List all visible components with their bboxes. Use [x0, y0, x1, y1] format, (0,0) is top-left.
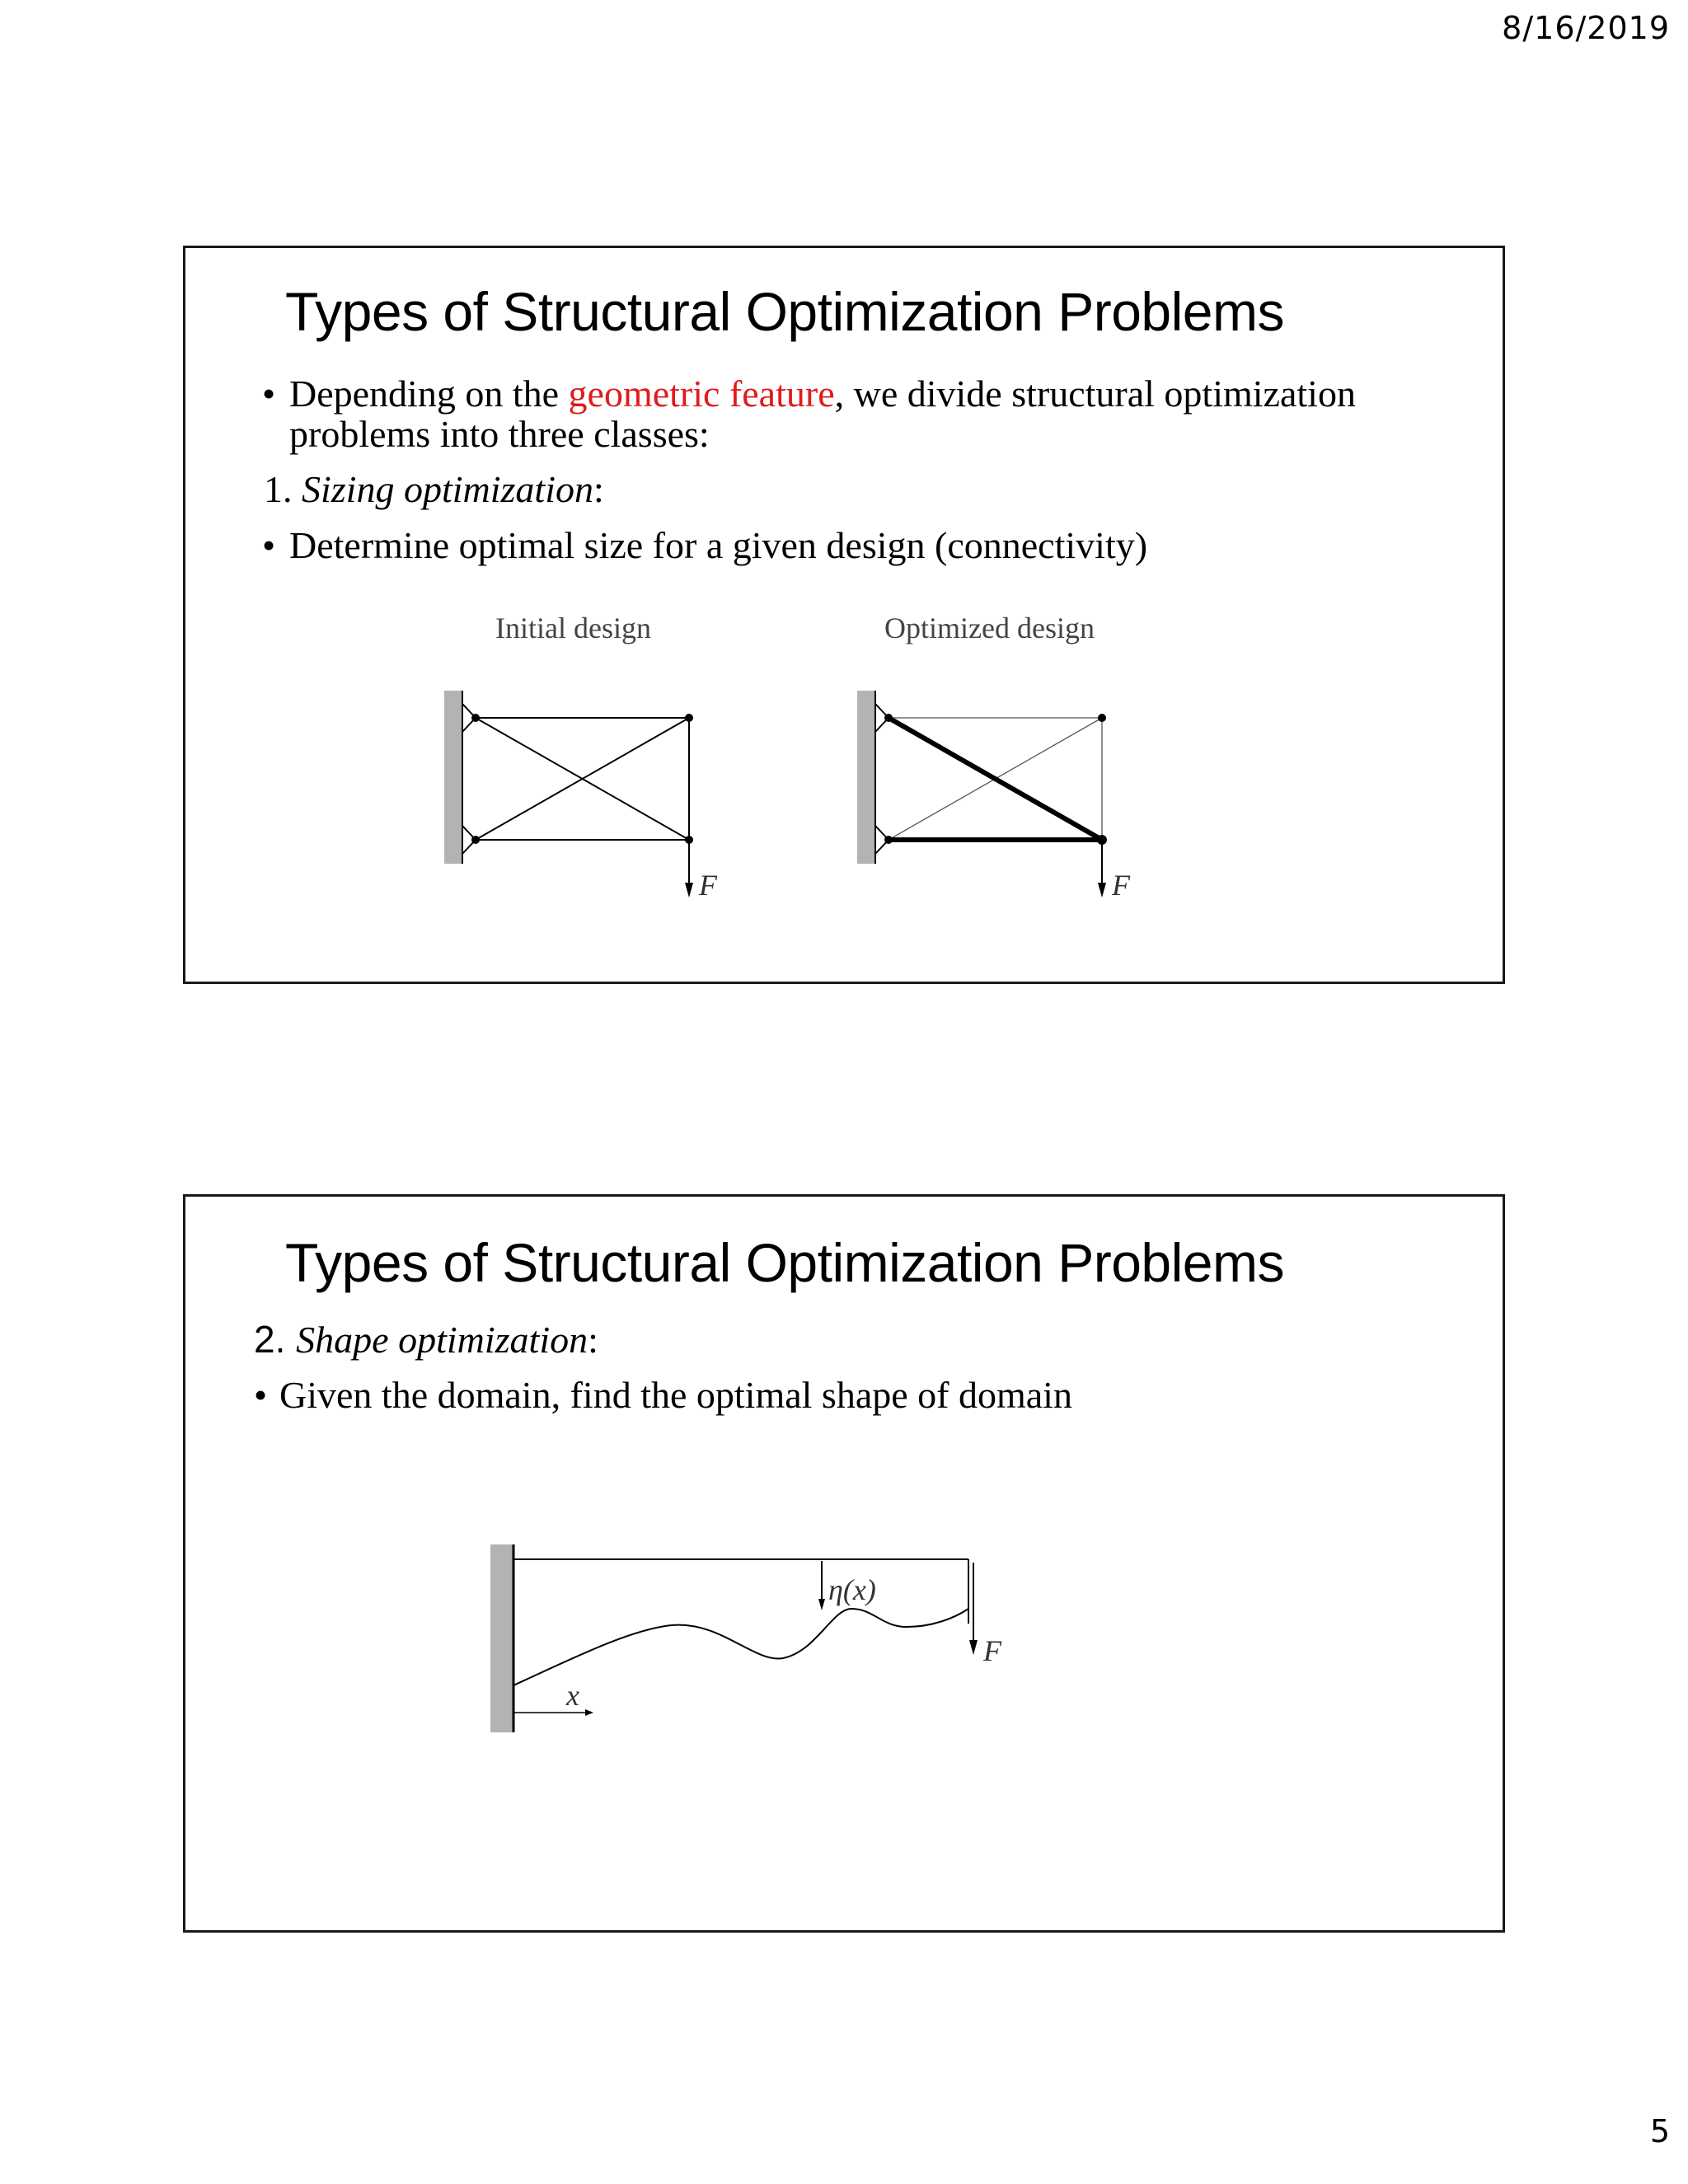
- bullet-text-line2: problems into three classes:: [289, 413, 710, 455]
- slide-1: [183, 246, 1505, 984]
- list-item-sizing: 1. Sizing optimization:: [264, 468, 604, 510]
- bullet-dot: •: [262, 524, 276, 566]
- optimized-design-truss: [185, 248, 1504, 982]
- shape-optimization-beam: [185, 1197, 1504, 1930]
- list-item-shape: 2. Shape optimization:: [254, 1318, 598, 1361]
- bullet-text-shape: Given the domain, find the optimal shape of domain: [279, 1374, 1072, 1416]
- slide-title: Types of Structural Optimization Problems: [285, 281, 1284, 342]
- bullet-text-sizing: Determine optimal size for a given design (connectivity): [289, 524, 1148, 566]
- bullet-text-line1: Depending on the geometric feature, we divide structural optimization: [289, 373, 1356, 415]
- page-date: 8/16/2019: [1502, 10, 1670, 46]
- highlight-geometric-feature: geometric feature: [568, 373, 835, 415]
- slide-2: [183, 1194, 1505, 1933]
- eta-label: η(x): [828, 1573, 876, 1606]
- force-label-optimized: F: [1112, 869, 1130, 902]
- page-number: 5: [1649, 2113, 1670, 2149]
- slide-title: Types of Structural Optimization Problems: [285, 1232, 1284, 1293]
- bullet-dot: •: [254, 1374, 268, 1416]
- bullet-dot: •: [262, 373, 276, 415]
- force-label: F: [983, 1634, 1001, 1667]
- initial-design-label: Initial design: [495, 612, 651, 644]
- optimized-design-label: Optimized design: [884, 612, 1095, 644]
- force-label-initial: F: [699, 869, 717, 902]
- x-axis-label: x: [566, 1679, 579, 1712]
